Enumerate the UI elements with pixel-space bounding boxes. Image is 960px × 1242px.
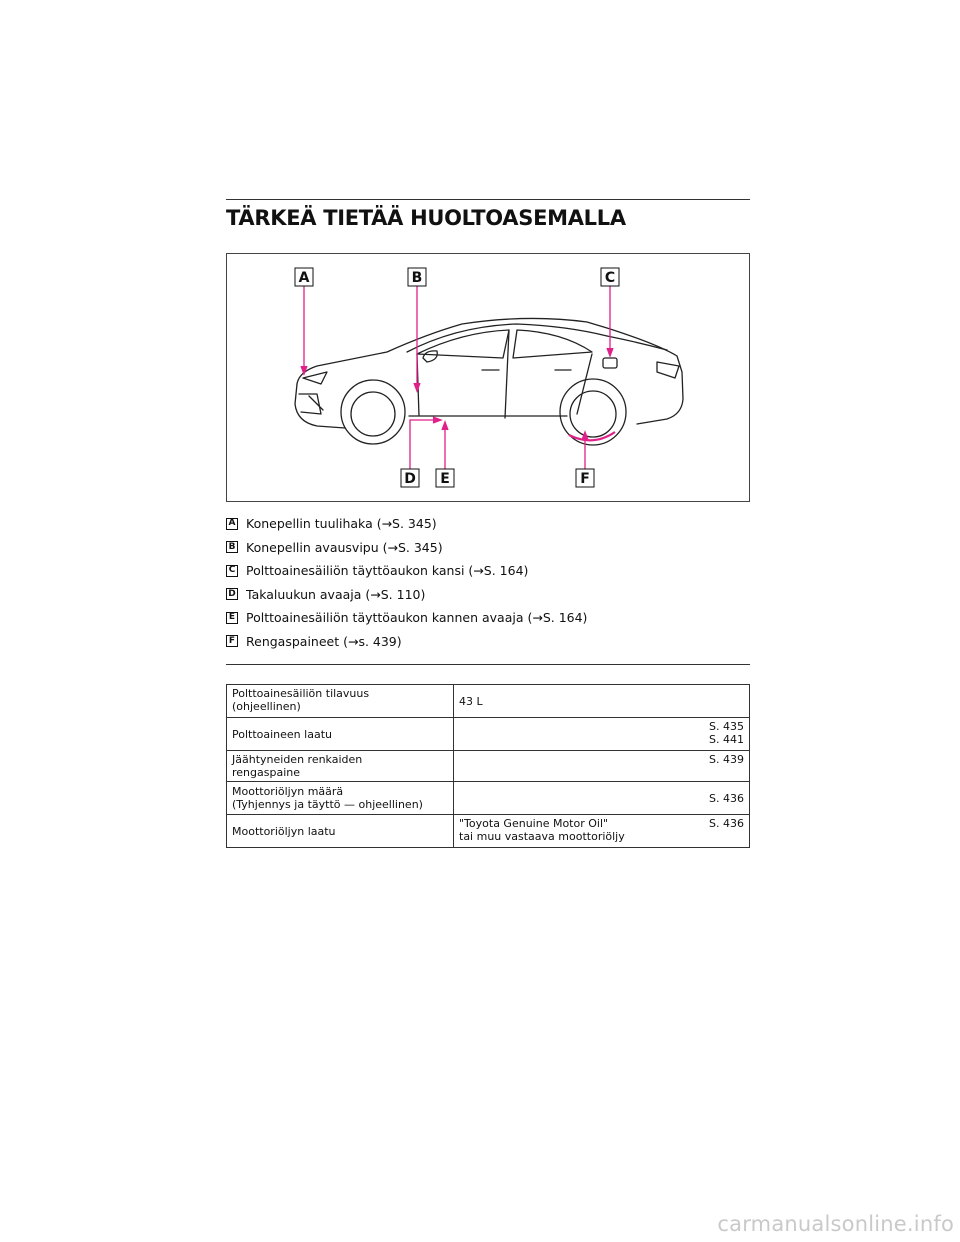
fuel-ref-1: S. 435 (709, 720, 744, 733)
table-row (227, 718, 750, 751)
oil-quality-value (454, 815, 750, 848)
headlight (303, 372, 327, 384)
tank-label-line-1: Polttoainesäiliön tilavuus (232, 687, 370, 700)
car-illustration (227, 254, 749, 501)
legend-item-d (226, 583, 750, 607)
front-wheel (351, 392, 395, 436)
tank-capacity-label (227, 685, 454, 718)
legend-text-f: Rengaspaineet (→s. 439) (246, 633, 402, 649)
legend-item-b (226, 536, 750, 560)
oil-value-line-1: "Toyota Genuine Motor Oil" (459, 817, 609, 830)
tire-label-line-2: rengaspaine (232, 766, 300, 779)
tire-highlight (569, 432, 615, 440)
oil-value-line-2: tai muu vastaava moottoriöljy (459, 830, 625, 843)
callout-d-line (410, 420, 439, 469)
oil-quantity-label (227, 782, 454, 815)
specs-table (226, 684, 750, 848)
oilqty-label-line-1: Moottoriöljyn määrä (232, 785, 344, 798)
callout-e-arrow (442, 422, 448, 430)
callout-a-arrow (301, 366, 307, 374)
legend-text-c: Polttoainesäiliön täyttöaukon kansi (→S. 164) (246, 563, 529, 579)
tank-label-line-2: (ohjeellinen) (232, 700, 301, 713)
tire-label-line-1: Jäähtyneiden renkaiden (232, 753, 363, 766)
legend-item-e (226, 606, 750, 630)
top-rule (226, 199, 750, 200)
callout-c-arrow (607, 348, 613, 356)
car-window-rear (513, 330, 592, 358)
oil-quantity-ref: S. 436 (454, 782, 750, 815)
legend-item-c (226, 559, 750, 583)
legend-item-f (226, 630, 750, 654)
car-door-line-3 (577, 354, 592, 414)
callout-d-letter: D (404, 471, 416, 487)
oil-quality-ref: S. 436 (709, 817, 744, 830)
legend-text-e: Polttoainesäiliön täyttöaukon kannen avaaja (→S. 164) (246, 610, 588, 626)
callout-f-letter: F (580, 471, 590, 487)
callout-b-arrow (414, 383, 420, 391)
table-row (227, 782, 750, 815)
car-mirror (423, 351, 437, 362)
tank-capacity-value: 43 L (454, 685, 750, 718)
section-rule (226, 664, 750, 665)
car-body-outline (297, 318, 683, 424)
table-row (227, 685, 750, 718)
table-row (227, 815, 750, 848)
legend-list (226, 512, 750, 653)
car-diagram (226, 253, 750, 502)
oil-quality-label: Moottoriöljyn laatu (227, 815, 454, 848)
callout-c-letter: C (604, 270, 616, 286)
legend-badge-d: D (226, 588, 238, 600)
table-row (227, 751, 750, 782)
legend-badge-f: F (226, 635, 238, 647)
front-bumper-inlet (309, 396, 323, 410)
callout-b-letter: B (411, 270, 423, 286)
tire-pressure-label (227, 751, 454, 782)
taillight (657, 362, 679, 378)
fuel-cap (603, 358, 617, 368)
legend-badge-c: C (226, 565, 238, 577)
legend-item-a (226, 512, 750, 536)
page-title: TÄRKEÄ TIETÄÄ HUOLTOASEMALLA (226, 206, 626, 230)
tire-pressure-ref: S. 439 (454, 751, 750, 782)
legend-badge-a: A (226, 518, 238, 530)
callout-e-letter: E (440, 471, 450, 487)
legend-badge-b: B (226, 541, 238, 553)
fuel-quality-label: Polttoaineen laatu (227, 718, 454, 751)
oilqty-label-line-2: (Tyhjennys ja täyttö — ohjeellinen) (232, 798, 423, 811)
legend-badge-e: E (226, 612, 238, 624)
callout-d-arrow (433, 417, 441, 423)
legend-text-d: Takaluukun avaaja (→S. 110) (246, 586, 426, 602)
legend-text-a: Konepellin tuulihaka (→S. 345) (246, 516, 437, 532)
watermark: carmanualsonline.info (717, 1212, 954, 1236)
fuel-ref-2: S. 441 (709, 733, 744, 746)
callout-a-letter: A (298, 270, 310, 286)
fuel-quality-refs (454, 718, 750, 751)
legend-text-b: Konepellin avausvipu (→S. 345) (246, 539, 443, 555)
